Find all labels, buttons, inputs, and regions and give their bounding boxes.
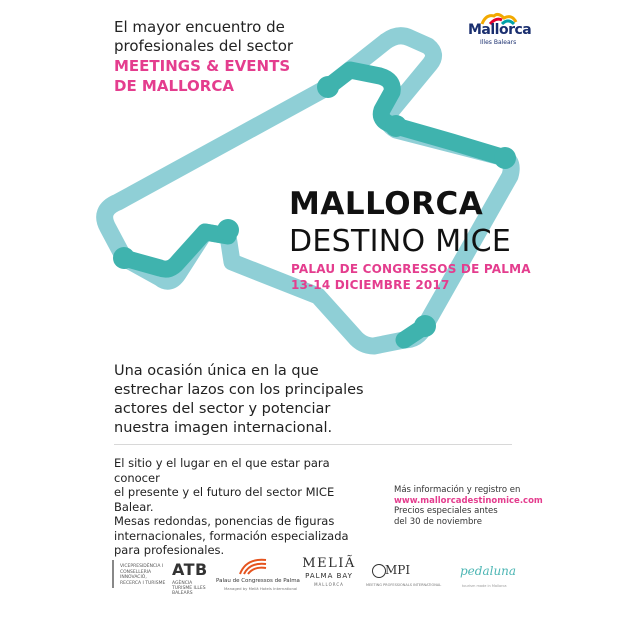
intro-text [114,18,293,96]
description-line: internacionales, formación especializada [114,528,349,543]
pitch-text [114,362,374,438]
info-block [394,485,543,527]
atb-logo-sub: AGÈNCIA TURISME ILLES BALEARS [172,581,206,596]
mpi-logo [364,556,442,596]
intro-highlight: DE MALLORCA [114,77,234,95]
palau-swirl-icon [236,556,270,576]
divider [114,444,512,445]
route-node [414,315,436,337]
description-line: Mesas redondas, ponencias de figuras [114,514,335,528]
pitch-line: actores del sector y potenciar [114,401,331,417]
mpi-circle-icon [372,564,386,578]
description-text [114,456,354,558]
route-node [113,247,135,269]
venue-name: PALAU DE CONGRESSOS DE PALMA [291,262,531,276]
mallorca-logo-word: Mallorca [468,22,532,38]
pitch-line: Una ocasión única en la que [114,363,319,379]
melia-logo-text: MELIÃ [302,556,356,571]
mpi-logo-text: MPI [385,563,411,577]
pitch-line: estrechar lazos con los principales [114,382,364,398]
prices-line: Precios especiales antes [394,506,498,516]
melia-logo [300,556,358,596]
intro-highlight: MEETINGS & EVENTS [114,57,291,75]
sponsor-logos [112,556,532,596]
prices-line: del 30 de noviembre [394,516,482,527]
atb-logo-text: ATB [172,560,208,579]
palau-logo-tag: Managed by Meliã Hotels International [224,586,298,591]
route-node [317,76,339,98]
intro-line: El mayor encuentro de [114,18,285,36]
mallorca-logo-sub: Illes Balears [480,39,517,46]
govern-crest-icon [112,560,119,588]
route-dark-top [328,70,396,126]
palau-logo [216,556,300,596]
route-node [385,115,407,137]
govern-logo [112,556,167,596]
route-node [217,219,239,241]
route-node [494,147,516,169]
description-line: para profesionales. [114,543,225,557]
website-link[interactable]: www.mallorcadestinomice.com [394,495,543,506]
govern-logo-text: VICEPRESIDÈNCIA I CONSELLERIA INNOVACIÓ, RECERCA I TURISME [120,564,166,586]
description-line: el presente y el futuro del sector MICE Balear. [114,485,335,514]
intro-line: profesionales del sector [114,37,294,55]
pedaluna-logo-sub: tourism made in Mallorca [462,584,507,588]
route-dark-left [124,232,228,269]
headline-main: MALLORCA [289,186,484,222]
mpi-logo-sub: MEETING PROFESSIONALS INTERNATIONAL [366,583,442,587]
mallorca-logo [468,12,530,48]
event-dates: 13-14 DICIEMBRE 2017 [291,278,450,292]
headline-sub: DESTINO MICE [289,224,512,259]
atb-logo [170,556,210,596]
info-label: Más información y registro en [394,485,521,495]
description-line: El sitio y el lugar en el que estar para conocer [114,456,330,485]
pedaluna-logo-text: pedaluna [460,564,517,578]
melia-logo-sub: PALMA BAY [305,572,353,580]
pedaluna-logo [458,556,528,596]
venue-block [291,261,531,293]
pitch-line: nuestra imagen internacional. [114,420,333,436]
palau-logo-name: Palau de Congressos de Palma [216,578,300,584]
melia-logo-city: MALLORCA [314,582,344,587]
